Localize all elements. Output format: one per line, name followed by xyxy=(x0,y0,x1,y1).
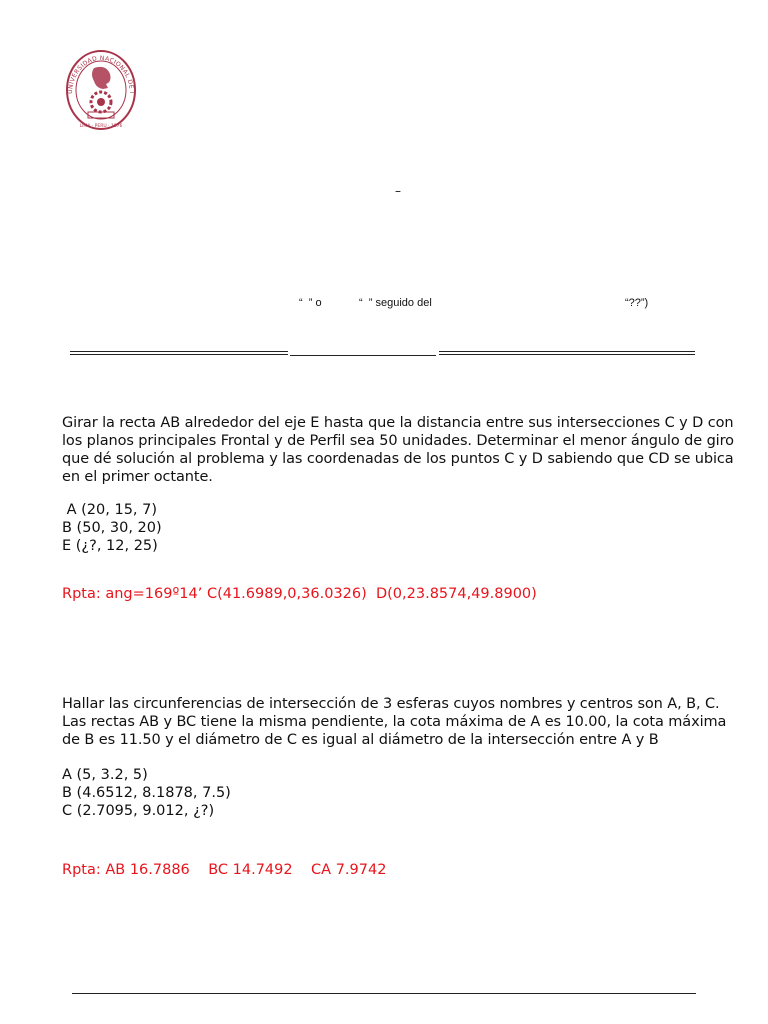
statement-line: Girar la recta AB alrededor del eje E hasta que la distancia entre sus intersecciones C y D con xyxy=(62,415,734,431)
statement-line: que dé solución al problema y las coordenadas de los puntos C y D sabiendo que CD se ubica xyxy=(62,451,734,467)
header-fragment-3: “??”) xyxy=(625,297,649,309)
statement-line: en el primer octante. xyxy=(62,469,213,485)
point-a: A (5, 3.2, 5) xyxy=(62,767,148,783)
problem-2-points xyxy=(62,766,231,820)
point-c: C (2.7095, 9.012, ¿?) xyxy=(62,803,215,819)
footer-rule xyxy=(72,993,696,994)
seal-text: UNIVERSIDAD NACIONAL DE I xyxy=(66,54,136,95)
problem-1-points xyxy=(62,501,162,555)
point-e: E (¿?, 12, 25) xyxy=(62,538,158,554)
point-b: B (50, 30, 20) xyxy=(62,520,162,536)
statement-line: Hallar las circunferencias de intersección de 3 esferas cuyos nombres y centros son A, B, C. xyxy=(62,696,720,712)
seal-motto: LIMA · PERU · 1876 xyxy=(79,124,123,129)
header-fragment-1: “ ” o xyxy=(299,297,322,309)
header-dash: – xyxy=(395,184,401,198)
signature-line-middle xyxy=(290,355,436,356)
statement-line: Las rectas AB y BC tiene la misma pendiente, la cota máxima de A es 10.00, la cota máxima xyxy=(62,714,727,730)
seal-graphic xyxy=(64,48,138,132)
problem-2-statement xyxy=(62,695,727,749)
signature-line-left xyxy=(70,351,288,355)
statement-line: de B es 11.50 y el diámetro de C es igual al diámetro de la intersección entre A y B xyxy=(62,732,659,748)
problem-2-answer: Rpta: AB 16.7886 BC 14.7492 CA 7.9742 xyxy=(62,862,387,878)
university-seal-icon xyxy=(64,48,138,132)
problem-1-statement xyxy=(62,414,734,486)
header-fragment-2: “ ” seguido del xyxy=(359,297,432,309)
problem-1-answer: Rpta: ang=169º14’ C(41.6989,0,36.0326) D(0,23.8574,49.8900) xyxy=(62,586,537,602)
statement-line: los planos principales Frontal y de Perfil sea 50 unidades. Determinar el menor ángulo de giro xyxy=(62,433,734,449)
point-a: A (20, 15, 7) xyxy=(62,502,158,518)
signature-line-right xyxy=(439,351,695,355)
point-b: B (4.6512, 8.1878, 7.5) xyxy=(62,785,231,801)
